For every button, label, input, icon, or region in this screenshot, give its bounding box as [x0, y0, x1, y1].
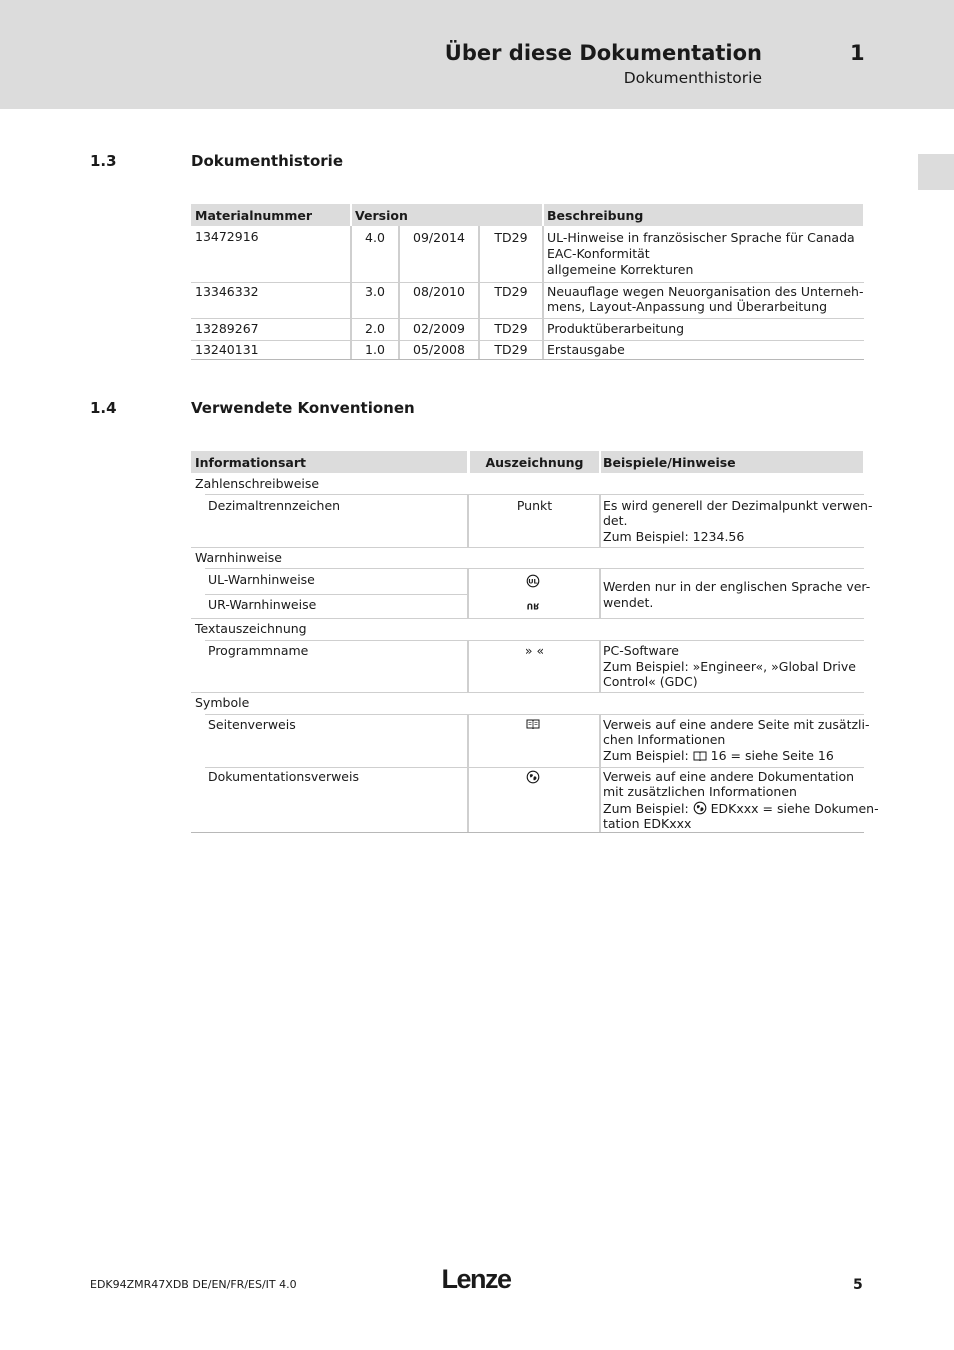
conventions-col-type: Informationsart	[195, 455, 306, 470]
history-version: 3.0	[365, 284, 385, 299]
group-label: Symbole	[195, 695, 250, 710]
example-prefix: Zum Beispiel:	[603, 748, 693, 763]
chapter-title: Über diese Dokumentation	[444, 41, 762, 65]
table-divider	[599, 569, 601, 618]
table-divider	[467, 640, 469, 693]
history-col-material: Materialnummer	[195, 208, 312, 223]
section-title-history: Dokumenthistorie	[191, 152, 343, 170]
history-desc-line: UL-Hinweise in französischer Sprache für Canada	[547, 230, 855, 245]
history-version: 1.0	[365, 342, 385, 357]
history-code: TD29	[494, 321, 528, 336]
table-divider	[191, 547, 864, 548]
table-divider	[205, 594, 469, 595]
history-date: 05/2008	[413, 342, 465, 357]
group-label: Textauszeichnung	[195, 621, 307, 636]
svg-text:UR: UR	[526, 601, 540, 611]
item-label: UL-Warnhinweise	[208, 572, 315, 587]
table-divider	[205, 767, 864, 768]
ul-listed-icon	[526, 574, 540, 588]
group-label: Warnhinweise	[195, 550, 282, 565]
book-icon	[526, 718, 540, 730]
chapter-subtitle: Dokumenthistorie	[623, 69, 762, 87]
svg-text:UL: UL	[528, 577, 538, 586]
table-divider	[599, 495, 601, 548]
table-divider	[467, 495, 469, 548]
example-prefix: Zum Beispiel:	[603, 801, 693, 816]
item-note-line: mit zusätzlichen Informationen	[603, 784, 797, 799]
conventions-col-examples: Beispiele/Hinweise	[603, 455, 736, 470]
chapter-side-tab	[918, 154, 954, 190]
item-label: Seitenverweis	[208, 717, 296, 732]
example-suffix: 16 = siehe Seite 16	[706, 748, 834, 763]
history-desc-line: Produktüberarbeitung	[547, 321, 685, 336]
item-note-line: Verweis auf eine andere Dokumentation	[603, 769, 855, 784]
history-desc-line: allgemeine Korrekturen	[547, 262, 694, 277]
item-label: Programmname	[208, 643, 309, 658]
history-material: 13240131	[195, 342, 259, 357]
item-note-line: det.	[603, 513, 628, 528]
table-divider	[191, 832, 864, 833]
item-label: Dezimaltrennzeichen	[208, 498, 341, 513]
table-divider	[191, 618, 864, 619]
warn-note-line: wendet.	[603, 595, 654, 610]
table-divider	[191, 340, 864, 341]
warn-note-line: Werden nur in der englischen Sprache ver-	[603, 579, 871, 594]
book-icon	[693, 750, 707, 762]
table-divider	[467, 714, 469, 833]
table-divider	[191, 692, 864, 693]
table-divider	[191, 282, 864, 283]
history-material: 13289267	[195, 321, 259, 336]
page-number: 5	[853, 1277, 863, 1293]
item-note-line: chen Informationen	[603, 732, 726, 747]
history-desc-line: EAC-Konformität	[547, 246, 650, 261]
history-version: 4.0	[365, 230, 385, 245]
group-label: Zahlenschreibweise	[195, 476, 320, 491]
item-note-line: Verweis auf eine andere Seite mit zusätzli-	[603, 717, 870, 732]
item-marking: Punkt	[516, 498, 553, 513]
item-note-line: Es wird generell der Dezimalpunkt verwen-	[603, 498, 873, 513]
item-example-line	[603, 748, 834, 764]
history-date: 02/2009	[413, 321, 465, 336]
history-desc-line: mens, Layout-Anpassung und Überarbeitung	[547, 299, 828, 314]
history-col-version: Version	[355, 208, 408, 223]
lenze-logo-text: Lenze	[441, 1264, 511, 1292]
footer-document-id: EDK94ZMR47XDB DE/EN/FR/ES/IT 4.0	[90, 1278, 297, 1291]
item-example-line	[603, 801, 879, 817]
table-divider	[205, 640, 864, 641]
item-note-line: Zum Beispiel: »Engineer«, »Global Drive	[603, 659, 856, 674]
table-divider	[599, 714, 601, 833]
table-divider	[205, 568, 864, 569]
item-label: UR-Warnhinweise	[208, 597, 317, 612]
table-divider	[599, 640, 601, 693]
conventions-col-marking: Auszeichnung	[485, 455, 584, 470]
history-code: TD29	[494, 230, 528, 245]
section-title-conventions: Verwendete Konventionen	[191, 399, 415, 417]
history-code: TD29	[494, 284, 528, 299]
globe-icon	[693, 801, 707, 815]
history-date: 09/2014	[413, 230, 465, 245]
item-note-line: PC-Software	[603, 643, 679, 658]
table-divider	[191, 359, 864, 360]
table-divider	[191, 318, 864, 319]
item-example-line: tation EDKxxx	[603, 816, 692, 831]
section-number-history: 1.3	[90, 152, 117, 170]
item-marking: » «	[524, 643, 545, 658]
ur-recognized-icon	[526, 601, 540, 612]
chapter-number: 1	[850, 41, 865, 65]
globe-icon	[526, 770, 540, 784]
lenze-logo	[438, 1264, 514, 1292]
history-material: 13472916	[195, 229, 259, 244]
history-date: 08/2010	[413, 284, 465, 299]
history-version: 2.0	[365, 321, 385, 336]
example-suffix: EDKxxx = siehe Dokumen-	[706, 801, 879, 816]
history-code: TD29	[494, 342, 528, 357]
table-divider	[205, 494, 864, 495]
item-note-line: Control« (GDC)	[603, 674, 698, 689]
section-number-conventions: 1.4	[90, 399, 117, 417]
history-material: 13346332	[195, 284, 259, 299]
history-desc-line: Erstausgabe	[547, 342, 625, 357]
table-divider	[205, 714, 864, 715]
item-label: Dokumentationsverweis	[208, 769, 359, 784]
item-note-line: Zum Beispiel: 1234.56	[603, 529, 745, 544]
history-desc-line: Neuauflage wegen Neuorganisation des Unterneh-	[547, 284, 864, 299]
history-col-description: Beschreibung	[547, 208, 644, 223]
